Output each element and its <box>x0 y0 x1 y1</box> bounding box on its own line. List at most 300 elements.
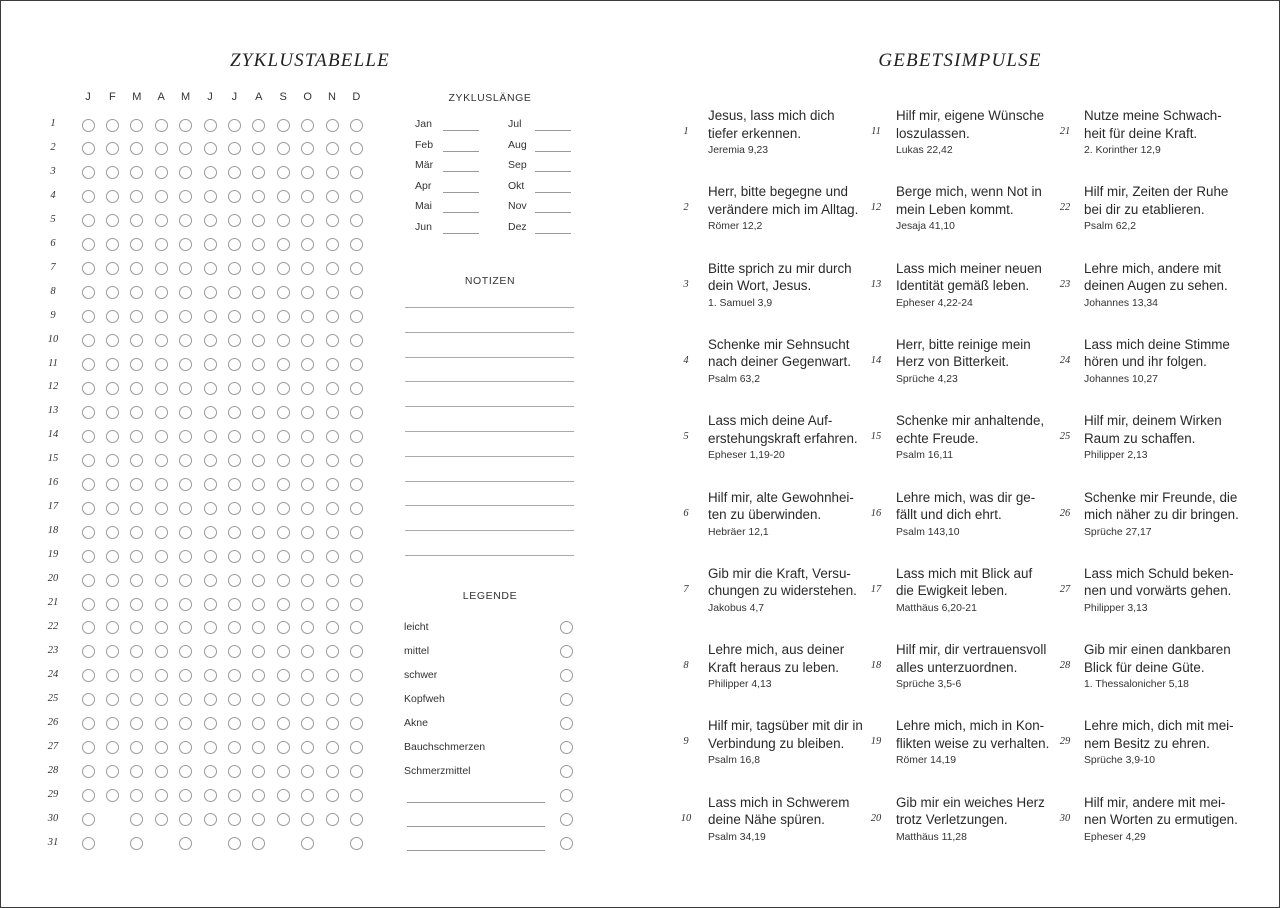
day-circle[interactable] <box>326 406 339 419</box>
day-circle[interactable] <box>350 741 363 754</box>
day-circle[interactable] <box>106 334 119 347</box>
day-circle[interactable] <box>277 142 290 155</box>
day-circle[interactable] <box>82 789 95 802</box>
day-circle[interactable] <box>204 645 217 658</box>
day-circle[interactable] <box>252 406 265 419</box>
day-circle[interactable] <box>326 310 339 323</box>
day-circle[interactable] <box>204 119 217 132</box>
day-circle[interactable] <box>326 741 339 754</box>
day-circle[interactable] <box>155 526 168 539</box>
day-circle[interactable] <box>82 406 95 419</box>
day-circle[interactable] <box>155 789 168 802</box>
day-circle[interactable] <box>301 789 314 802</box>
day-circle[interactable] <box>82 190 95 203</box>
day-circle[interactable] <box>179 119 192 132</box>
day-circle[interactable] <box>252 813 265 826</box>
day-circle[interactable] <box>228 166 241 179</box>
day-circle[interactable] <box>179 574 192 587</box>
cycle-length-field[interactable] <box>535 130 571 131</box>
day-circle[interactable] <box>301 286 314 299</box>
day-circle[interactable] <box>106 502 119 515</box>
day-circle[interactable] <box>179 238 192 251</box>
day-circle[interactable] <box>130 621 143 634</box>
day-circle[interactable] <box>350 765 363 778</box>
day-circle[interactable] <box>228 430 241 443</box>
day-circle[interactable] <box>155 286 168 299</box>
day-circle[interactable] <box>179 813 192 826</box>
day-circle[interactable] <box>179 214 192 227</box>
day-circle[interactable] <box>350 645 363 658</box>
day-circle[interactable] <box>277 574 290 587</box>
day-circle[interactable] <box>252 645 265 658</box>
day-circle[interactable] <box>326 142 339 155</box>
day-circle[interactable] <box>106 166 119 179</box>
day-circle[interactable] <box>179 334 192 347</box>
day-circle[interactable] <box>326 789 339 802</box>
day-circle[interactable] <box>130 526 143 539</box>
day-circle[interactable] <box>130 478 143 491</box>
day-circle[interactable] <box>179 621 192 634</box>
day-circle[interactable] <box>228 765 241 778</box>
day-circle[interactable] <box>301 813 314 826</box>
note-line[interactable] <box>405 406 574 407</box>
day-circle[interactable] <box>179 598 192 611</box>
day-circle[interactable] <box>228 789 241 802</box>
day-circle[interactable] <box>228 358 241 371</box>
day-circle[interactable] <box>301 119 314 132</box>
day-circle[interactable] <box>179 406 192 419</box>
day-circle[interactable] <box>326 262 339 275</box>
day-circle[interactable] <box>155 669 168 682</box>
day-circle[interactable] <box>155 741 168 754</box>
day-circle[interactable] <box>82 358 95 371</box>
day-circle[interactable] <box>204 262 217 275</box>
day-circle[interactable] <box>277 190 290 203</box>
day-circle[interactable] <box>350 550 363 563</box>
day-circle[interactable] <box>301 478 314 491</box>
day-circle[interactable] <box>204 286 217 299</box>
day-circle[interactable] <box>277 430 290 443</box>
day-circle[interactable] <box>179 358 192 371</box>
day-circle[interactable] <box>82 574 95 587</box>
day-circle[interactable] <box>130 310 143 323</box>
day-circle[interactable] <box>155 550 168 563</box>
day-circle[interactable] <box>277 286 290 299</box>
day-circle[interactable] <box>155 262 168 275</box>
day-circle[interactable] <box>179 645 192 658</box>
day-circle[interactable] <box>106 789 119 802</box>
day-circle[interactable] <box>252 382 265 395</box>
day-circle[interactable] <box>82 741 95 754</box>
day-circle[interactable] <box>326 598 339 611</box>
day-circle[interactable] <box>179 190 192 203</box>
day-circle[interactable] <box>179 693 192 706</box>
day-circle[interactable] <box>82 693 95 706</box>
day-circle[interactable] <box>277 526 290 539</box>
day-circle[interactable] <box>130 406 143 419</box>
note-line[interactable] <box>405 530 574 531</box>
day-circle[interactable] <box>130 454 143 467</box>
note-line[interactable] <box>405 381 574 382</box>
day-circle[interactable] <box>301 190 314 203</box>
day-circle[interactable] <box>350 574 363 587</box>
day-circle[interactable] <box>277 813 290 826</box>
day-circle[interactable] <box>350 286 363 299</box>
day-circle[interactable] <box>155 574 168 587</box>
day-circle[interactable] <box>130 119 143 132</box>
day-circle[interactable] <box>204 454 217 467</box>
day-circle[interactable] <box>179 717 192 730</box>
day-circle[interactable] <box>179 286 192 299</box>
day-circle[interactable] <box>301 454 314 467</box>
day-circle[interactable] <box>252 717 265 730</box>
day-circle[interactable] <box>350 693 363 706</box>
day-circle[interactable] <box>155 502 168 515</box>
day-circle[interactable] <box>252 238 265 251</box>
day-circle[interactable] <box>130 813 143 826</box>
day-circle[interactable] <box>228 406 241 419</box>
day-circle[interactable] <box>252 262 265 275</box>
day-circle[interactable] <box>204 358 217 371</box>
day-circle[interactable] <box>228 717 241 730</box>
day-circle[interactable] <box>204 334 217 347</box>
day-circle[interactable] <box>326 190 339 203</box>
legend-circle[interactable] <box>560 645 573 658</box>
day-circle[interactable] <box>106 741 119 754</box>
day-circle[interactable] <box>228 574 241 587</box>
day-circle[interactable] <box>350 214 363 227</box>
day-circle[interactable] <box>350 789 363 802</box>
day-circle[interactable] <box>252 310 265 323</box>
day-circle[interactable] <box>106 598 119 611</box>
day-circle[interactable] <box>301 382 314 395</box>
day-circle[interactable] <box>326 478 339 491</box>
day-circle[interactable] <box>204 813 217 826</box>
day-circle[interactable] <box>155 382 168 395</box>
day-circle[interactable] <box>130 190 143 203</box>
cycle-length-field[interactable] <box>535 212 571 213</box>
day-circle[interactable] <box>350 813 363 826</box>
day-circle[interactable] <box>228 190 241 203</box>
day-circle[interactable] <box>252 430 265 443</box>
day-circle[interactable] <box>252 550 265 563</box>
day-circle[interactable] <box>155 645 168 658</box>
day-circle[interactable] <box>326 454 339 467</box>
legend-circle[interactable] <box>560 741 573 754</box>
day-circle[interactable] <box>350 669 363 682</box>
day-circle[interactable] <box>301 550 314 563</box>
day-circle[interactable] <box>350 454 363 467</box>
day-circle[interactable] <box>252 190 265 203</box>
day-circle[interactable] <box>82 645 95 658</box>
day-circle[interactable] <box>106 190 119 203</box>
day-circle[interactable] <box>204 621 217 634</box>
day-circle[interactable] <box>277 669 290 682</box>
day-circle[interactable] <box>179 789 192 802</box>
day-circle[interactable] <box>82 430 95 443</box>
day-circle[interactable] <box>155 238 168 251</box>
day-circle[interactable] <box>179 382 192 395</box>
day-circle[interactable] <box>326 526 339 539</box>
legend-circle[interactable] <box>560 693 573 706</box>
day-circle[interactable] <box>326 669 339 682</box>
legend-custom-line[interactable] <box>407 826 545 827</box>
day-circle[interactable] <box>179 502 192 515</box>
day-circle[interactable] <box>350 526 363 539</box>
day-circle[interactable] <box>130 214 143 227</box>
day-circle[interactable] <box>301 837 314 850</box>
legend-circle[interactable] <box>560 789 573 802</box>
day-circle[interactable] <box>252 358 265 371</box>
day-circle[interactable] <box>301 334 314 347</box>
day-circle[interactable] <box>82 166 95 179</box>
day-circle[interactable] <box>350 334 363 347</box>
day-circle[interactable] <box>277 741 290 754</box>
day-circle[interactable] <box>326 334 339 347</box>
day-circle[interactable] <box>301 262 314 275</box>
day-circle[interactable] <box>301 717 314 730</box>
day-circle[interactable] <box>130 430 143 443</box>
day-circle[interactable] <box>106 526 119 539</box>
day-circle[interactable] <box>277 693 290 706</box>
day-circle[interactable] <box>106 214 119 227</box>
day-circle[interactable] <box>228 382 241 395</box>
day-circle[interactable] <box>204 502 217 515</box>
day-circle[interactable] <box>350 310 363 323</box>
day-circle[interactable] <box>130 837 143 850</box>
day-circle[interactable] <box>106 478 119 491</box>
day-circle[interactable] <box>301 406 314 419</box>
day-circle[interactable] <box>228 286 241 299</box>
day-circle[interactable] <box>301 238 314 251</box>
day-circle[interactable] <box>350 837 363 850</box>
day-circle[interactable] <box>82 382 95 395</box>
day-circle[interactable] <box>179 142 192 155</box>
day-circle[interactable] <box>326 214 339 227</box>
day-circle[interactable] <box>179 669 192 682</box>
day-circle[interactable] <box>106 669 119 682</box>
day-circle[interactable] <box>277 717 290 730</box>
day-circle[interactable] <box>130 741 143 754</box>
day-circle[interactable] <box>204 238 217 251</box>
day-circle[interactable] <box>106 430 119 443</box>
day-circle[interactable] <box>326 621 339 634</box>
day-circle[interactable] <box>326 238 339 251</box>
note-line[interactable] <box>405 505 574 506</box>
day-circle[interactable] <box>228 214 241 227</box>
day-circle[interactable] <box>277 238 290 251</box>
day-circle[interactable] <box>228 334 241 347</box>
day-circle[interactable] <box>252 454 265 467</box>
cycle-length-field[interactable] <box>535 192 571 193</box>
day-circle[interactable] <box>130 669 143 682</box>
day-circle[interactable] <box>82 478 95 491</box>
day-circle[interactable] <box>301 502 314 515</box>
day-circle[interactable] <box>204 478 217 491</box>
day-circle[interactable] <box>130 334 143 347</box>
day-circle[interactable] <box>228 119 241 132</box>
day-circle[interactable] <box>252 478 265 491</box>
day-circle[interactable] <box>277 550 290 563</box>
day-circle[interactable] <box>204 789 217 802</box>
day-circle[interactable] <box>130 142 143 155</box>
day-circle[interactable] <box>204 550 217 563</box>
note-line[interactable] <box>405 332 574 333</box>
day-circle[interactable] <box>326 550 339 563</box>
day-circle[interactable] <box>252 741 265 754</box>
day-circle[interactable] <box>326 574 339 587</box>
day-circle[interactable] <box>155 358 168 371</box>
day-circle[interactable] <box>130 502 143 515</box>
day-circle[interactable] <box>82 621 95 634</box>
day-circle[interactable] <box>130 693 143 706</box>
day-circle[interactable] <box>155 142 168 155</box>
day-circle[interactable] <box>155 478 168 491</box>
legend-circle[interactable] <box>560 621 573 634</box>
day-circle[interactable] <box>82 669 95 682</box>
day-circle[interactable] <box>350 382 363 395</box>
day-circle[interactable] <box>130 262 143 275</box>
day-circle[interactable] <box>350 717 363 730</box>
day-circle[interactable] <box>228 813 241 826</box>
day-circle[interactable] <box>82 550 95 563</box>
cycle-length-field[interactable] <box>443 212 479 213</box>
day-circle[interactable] <box>277 645 290 658</box>
day-circle[interactable] <box>155 190 168 203</box>
day-circle[interactable] <box>350 478 363 491</box>
cycle-length-field[interactable] <box>535 233 571 234</box>
day-circle[interactable] <box>301 166 314 179</box>
day-circle[interactable] <box>204 166 217 179</box>
day-circle[interactable] <box>326 813 339 826</box>
day-circle[interactable] <box>350 358 363 371</box>
day-circle[interactable] <box>130 645 143 658</box>
day-circle[interactable] <box>130 238 143 251</box>
day-circle[interactable] <box>82 262 95 275</box>
day-circle[interactable] <box>155 765 168 778</box>
day-circle[interactable] <box>228 550 241 563</box>
day-circle[interactable] <box>326 286 339 299</box>
day-circle[interactable] <box>204 430 217 443</box>
day-circle[interactable] <box>326 502 339 515</box>
day-circle[interactable] <box>82 598 95 611</box>
day-circle[interactable] <box>155 454 168 467</box>
note-line[interactable] <box>405 431 574 432</box>
day-circle[interactable] <box>301 669 314 682</box>
day-circle[interactable] <box>326 382 339 395</box>
day-circle[interactable] <box>252 669 265 682</box>
day-circle[interactable] <box>130 166 143 179</box>
day-circle[interactable] <box>252 214 265 227</box>
day-circle[interactable] <box>106 262 119 275</box>
day-circle[interactable] <box>277 334 290 347</box>
day-circle[interactable] <box>155 214 168 227</box>
day-circle[interactable] <box>277 166 290 179</box>
day-circle[interactable] <box>179 478 192 491</box>
note-line[interactable] <box>405 357 574 358</box>
day-circle[interactable] <box>252 789 265 802</box>
legend-circle[interactable] <box>560 813 573 826</box>
day-circle[interactable] <box>326 717 339 730</box>
day-circle[interactable] <box>277 262 290 275</box>
legend-custom-line[interactable] <box>407 802 545 803</box>
day-circle[interactable] <box>130 717 143 730</box>
day-circle[interactable] <box>326 166 339 179</box>
day-circle[interactable] <box>301 142 314 155</box>
day-circle[interactable] <box>82 310 95 323</box>
day-circle[interactable] <box>277 214 290 227</box>
note-line[interactable] <box>405 481 574 482</box>
note-line[interactable] <box>405 555 574 556</box>
day-circle[interactable] <box>228 645 241 658</box>
day-circle[interactable] <box>277 598 290 611</box>
day-circle[interactable] <box>106 406 119 419</box>
day-circle[interactable] <box>204 526 217 539</box>
day-circle[interactable] <box>277 406 290 419</box>
day-circle[interactable] <box>252 142 265 155</box>
day-circle[interactable] <box>155 334 168 347</box>
day-circle[interactable] <box>350 238 363 251</box>
day-circle[interactable] <box>106 454 119 467</box>
day-circle[interactable] <box>228 741 241 754</box>
day-circle[interactable] <box>301 574 314 587</box>
day-circle[interactable] <box>228 598 241 611</box>
day-circle[interactable] <box>179 430 192 443</box>
day-circle[interactable] <box>277 621 290 634</box>
day-circle[interactable] <box>228 693 241 706</box>
day-circle[interactable] <box>106 574 119 587</box>
day-circle[interactable] <box>155 166 168 179</box>
day-circle[interactable] <box>155 430 168 443</box>
cycle-length-field[interactable] <box>535 171 571 172</box>
day-circle[interactable] <box>326 765 339 778</box>
day-circle[interactable] <box>326 358 339 371</box>
day-circle[interactable] <box>301 214 314 227</box>
cycle-length-field[interactable] <box>443 192 479 193</box>
day-circle[interactable] <box>350 502 363 515</box>
day-circle[interactable] <box>350 430 363 443</box>
day-circle[interactable] <box>130 598 143 611</box>
day-circle[interactable] <box>228 310 241 323</box>
day-circle[interactable] <box>277 765 290 778</box>
day-circle[interactable] <box>82 717 95 730</box>
day-circle[interactable] <box>179 550 192 563</box>
day-circle[interactable] <box>326 430 339 443</box>
day-circle[interactable] <box>82 526 95 539</box>
day-circle[interactable] <box>301 310 314 323</box>
day-circle[interactable] <box>130 358 143 371</box>
day-circle[interactable] <box>106 621 119 634</box>
day-circle[interactable] <box>277 119 290 132</box>
day-circle[interactable] <box>277 789 290 802</box>
day-circle[interactable] <box>204 406 217 419</box>
day-circle[interactable] <box>155 693 168 706</box>
day-circle[interactable] <box>82 119 95 132</box>
day-circle[interactable] <box>82 813 95 826</box>
day-circle[interactable] <box>204 717 217 730</box>
day-circle[interactable] <box>350 621 363 634</box>
day-circle[interactable] <box>252 334 265 347</box>
day-circle[interactable] <box>130 550 143 563</box>
day-circle[interactable] <box>179 310 192 323</box>
legend-circle[interactable] <box>560 669 573 682</box>
cycle-length-field[interactable] <box>443 171 479 172</box>
day-circle[interactable] <box>301 526 314 539</box>
legend-circle[interactable] <box>560 765 573 778</box>
day-circle[interactable] <box>277 454 290 467</box>
day-circle[interactable] <box>277 382 290 395</box>
day-circle[interactable] <box>277 358 290 371</box>
